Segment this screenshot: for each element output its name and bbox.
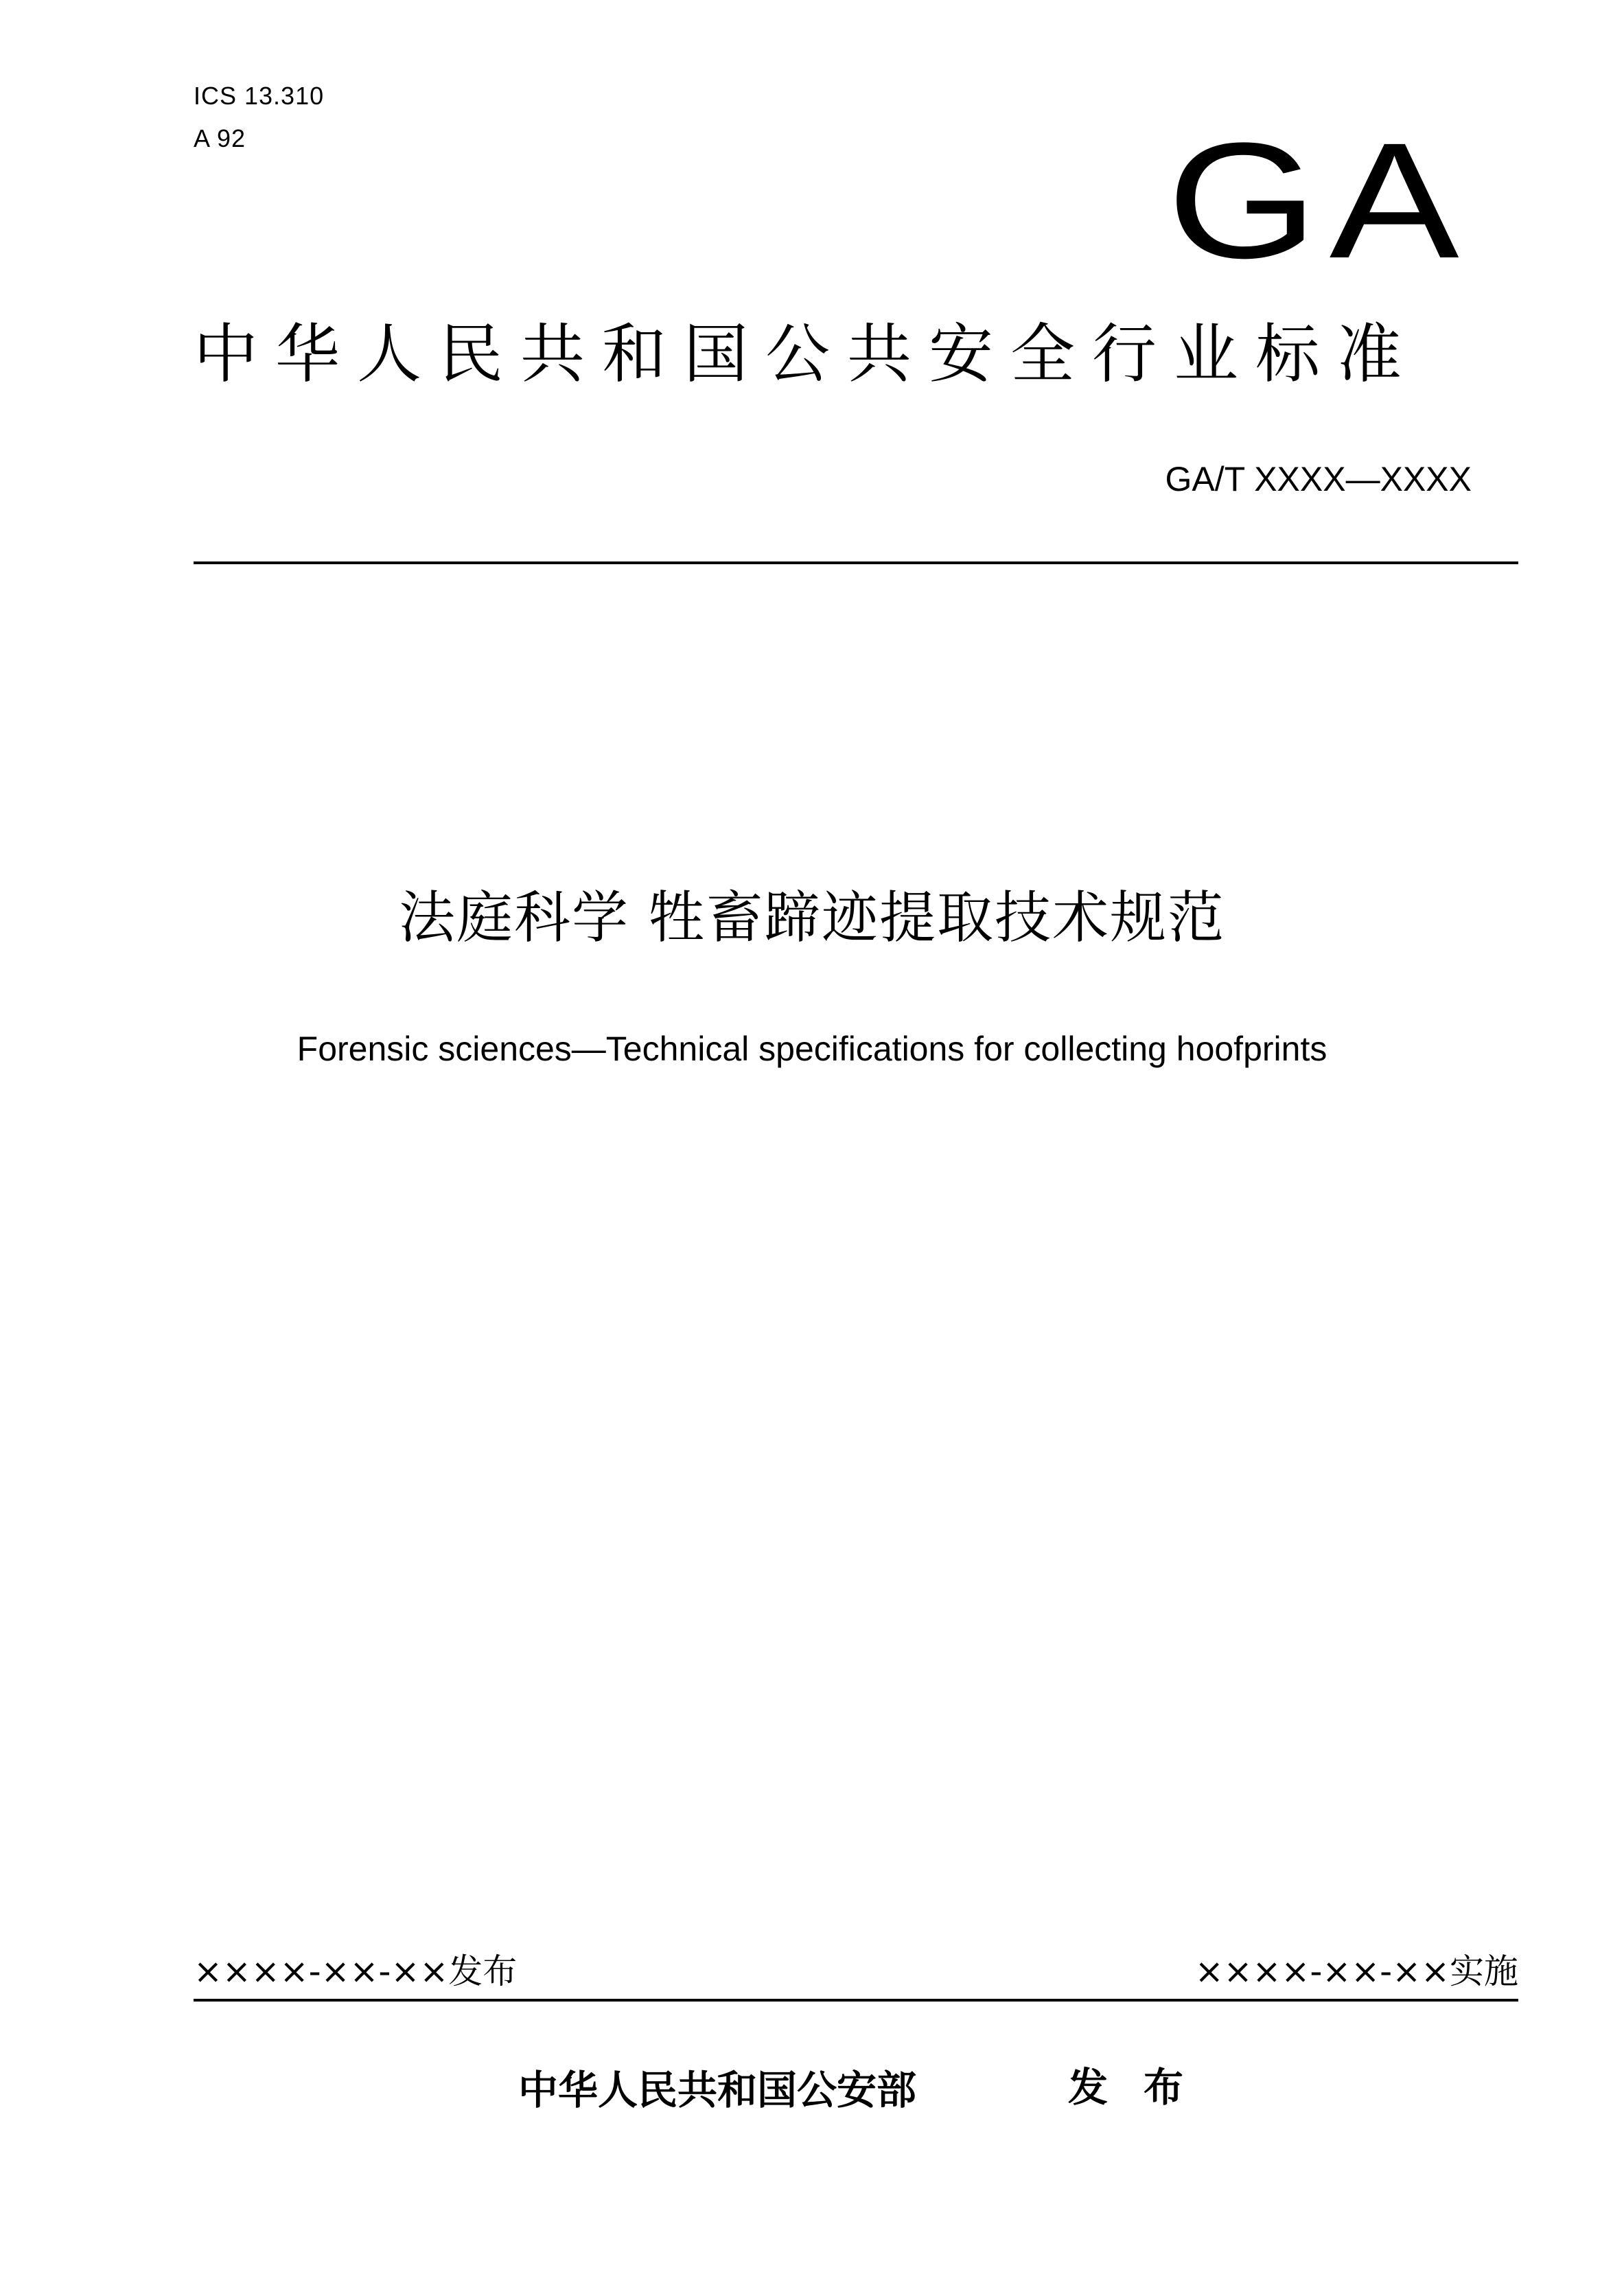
issue-date: ××××-××-××发布 [194, 1951, 518, 1991]
publisher: 中华人民共和国公安部 [518, 2067, 917, 2113]
classification-code: A 92 [194, 124, 246, 152]
bottom-divider [194, 1999, 1518, 2002]
top-divider [194, 561, 1518, 564]
issuer-title: 中华人民共和国公共安全行业标准 [194, 317, 1419, 392]
document-title-cn: 法庭科学 牲畜蹄迹提取技术规范 [398, 885, 1226, 951]
document-title-en: Forensic sciences—Technical specifications for collecting hoofprints [297, 1030, 1327, 1068]
ics-code: ICS 13.310 [194, 82, 325, 110]
implementation-date: ××××-××-××实施 [1194, 1951, 1518, 1991]
standard-number: GA/T XXXX—XXXX [1165, 460, 1472, 498]
ga-logo: GA [1167, 108, 1471, 292]
publish-label: 发布 [1068, 2064, 1220, 2111]
